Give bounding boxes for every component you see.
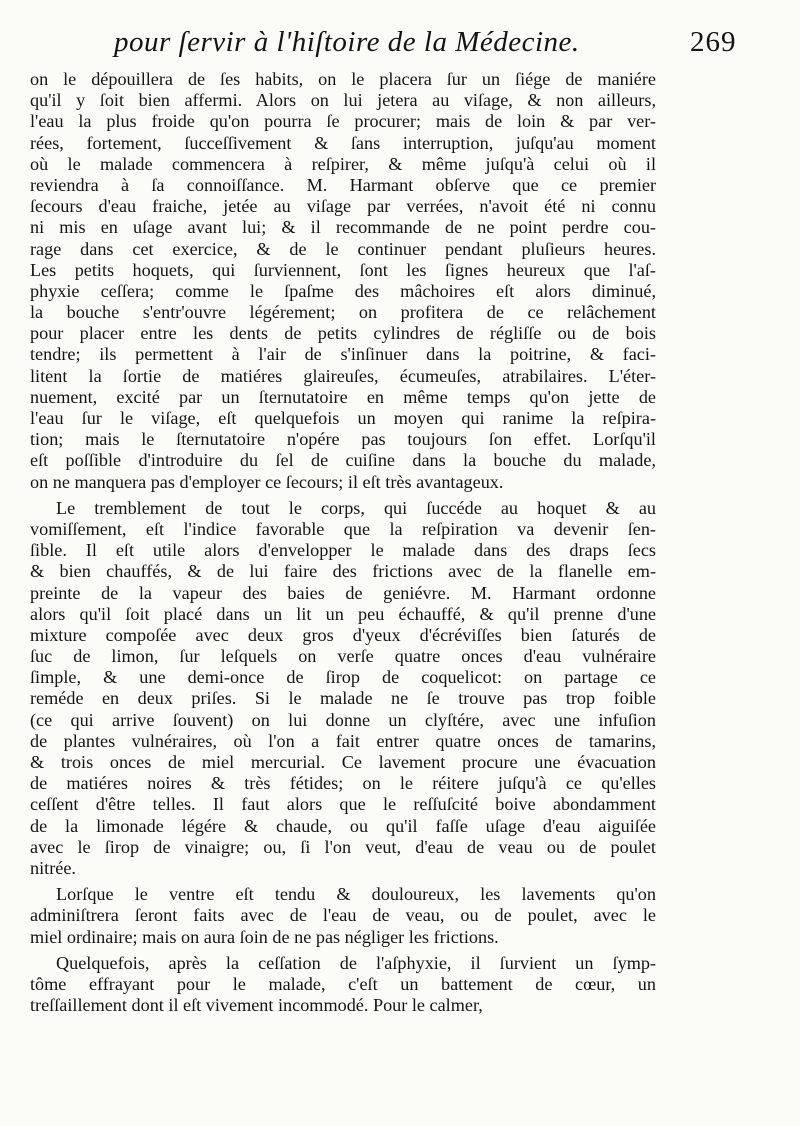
body-text [30,69,656,1016]
text-line: de matiéres noires & très fétides; on le réitere juſqu'à ce qu'elles [30,773,656,794]
text-line: (ce qui arrive ſouvent) on lui donne un clyſtére, avec une infuſion [30,709,656,730]
text-line: ſecours d'eau fraiche, jetée au viſage par verrées, n'avoit été ni connu [30,196,656,217]
text-line: Quelquefois, après la ceſſation de l'aſphyxie, il ſurvient un ſymp- [56,952,656,973]
text-line: tôme effrayant pour le malade, c'eſt un battement de cœur, un [30,973,656,994]
text-line: ſible. Il eſt utile alors d'envelopper le malade dans des draps ſecs [30,540,656,561]
text-line: Lorſque le ventre eſt tendu & douloureux, les lavements qu'on [56,884,656,905]
text-line: on ne manquera pas d'employer ce ſecours; il eſt très avantageux. [30,471,504,492]
text-line: litent la ſortie de matiéres glaireuſes, écumeuſes, atrabilaires. L'éter- [30,365,656,386]
text-line: où le malade commencera à reſpirer, & même juſqu'à celui où il [30,153,656,174]
text-line: & bien chauffés, & de lui faire des frictions avec de la flanelle em- [30,561,656,582]
text-line: avec le ſirop de vinaigre; ou, ſi l'on veut, d'eau de veau ou de poulet [30,836,656,857]
text-line: alors qu'il ſoit placé dans un lit un peu échauffé, & qu'il prenne d'une [30,603,656,624]
text-line: nitrée. [30,857,76,878]
text-line: adminiſtrera ſeront faits avec de l'eau de veau, ou de poulet, avec le [30,905,656,926]
text-line: preinte de la vapeur des baies de geniévre. M. Harmant ordonne [30,582,656,603]
text-line: Les petits hoquets, qui ſurviennent, ſont les ſignes heureux que l'aſ- [30,259,656,280]
paragraph [30,69,656,493]
text-line: rées, fortement, ſucceſſivement & ſans interruption, juſqu'au moment [30,132,656,153]
text-line: nuement, excité par un ſternutatoire en même temps qu'on jette de [30,386,656,407]
text-line: vomiſſement, eſt l'indice favorable que la reſpiration va devenir ſen- [30,518,656,539]
text-line: qu'il y ſoit bien affermi. Alors on lui jetera au viſage, & non ailleurs, [30,90,656,111]
text-line: ſimple, & une demi-once de ſirop de coquelicot: on partage ce [30,667,656,688]
running-head [0,26,800,66]
paragraph [30,498,656,879]
text-line: ſuc de limon, ſur leſquels on verſe quatre onces d'eau vulnéraire [30,646,656,667]
paragraph [30,884,656,948]
text-line: ni mis en uſage avant lui; & il recommande de ne point perdre cou- [30,217,656,238]
text-line: tendre; ils permettent à l'air de s'inſinuer dans la poitrine, & faci- [30,344,656,365]
text-line: reviendra à ſa connoiſſance. M. Harmant obſerve que ce premier [30,174,656,195]
text-line: rage dans cet exercice, & de le continuer pendant pluſieurs heures. [30,238,656,259]
text-line: on le dépouillera de ſes habits, on le placera ſur un ſiége de maniére [30,69,656,89]
text-line: phyxie ceſſera; comme le ſpaſme des mâchoires eſt alors diminué, [30,280,656,301]
text-line: eſt poſſible d'introduire du ſel de cuiſine dans la bouche du malade, [30,450,656,471]
text-line: de la limonade légére & chaude, ou qu'il faſſe uſage d'eau aiguiſée [30,815,656,836]
text-line: pour placer entre les dents de petits cylindres de régliſſe ou de bois [30,323,656,344]
text-line: treſſaillement dont il eſt vivement incommodé. Pour le calmer, [30,995,483,1016]
text-line: de plantes vulnéraires, où l'on a fait entrer quatre onces de tamarins, [30,730,656,751]
running-title: pour ſervir à l'hiſtoire de la Médecine. [114,26,580,58]
text-line: la bouche s'entr'ouvre légérement; on profitera de ce relâchement [30,302,656,323]
text-line: miel ordinaire; mais on aura ſoin de ne pas négliger les frictions. [30,926,499,947]
text-line: mixture compoſée avec deux gros d'yeux d'écréviſſes bien ſaturés de [30,624,656,645]
text-line: tion; mais le ſternutatoire n'opére pas toujours ſon effet. Lorſqu'il [30,429,656,450]
text-line: ceſſent d'être telles. Il faut alors que le reſſuſcité boive abondamment [30,794,656,815]
text-line: & trois onces de miel mercurial. Ce lavement procure une évacuation [30,752,656,772]
page-number: 269 [690,26,737,58]
text-line: Le tremblement de tout le corps, qui ſuccéde au hoquet & au [56,497,656,518]
paragraph [30,953,656,1017]
text-line: l'eau la plus froide qu'on pourra ſe procurer; mais de loin & par ver- [30,111,656,132]
text-line: l'eau ſur le viſage, eſt quelquefois un moyen qui ranime la reſpira- [30,408,656,428]
text-line: reméde en deux priſes. Si le malade ne ſe trouve pas trop foible [30,688,656,709]
